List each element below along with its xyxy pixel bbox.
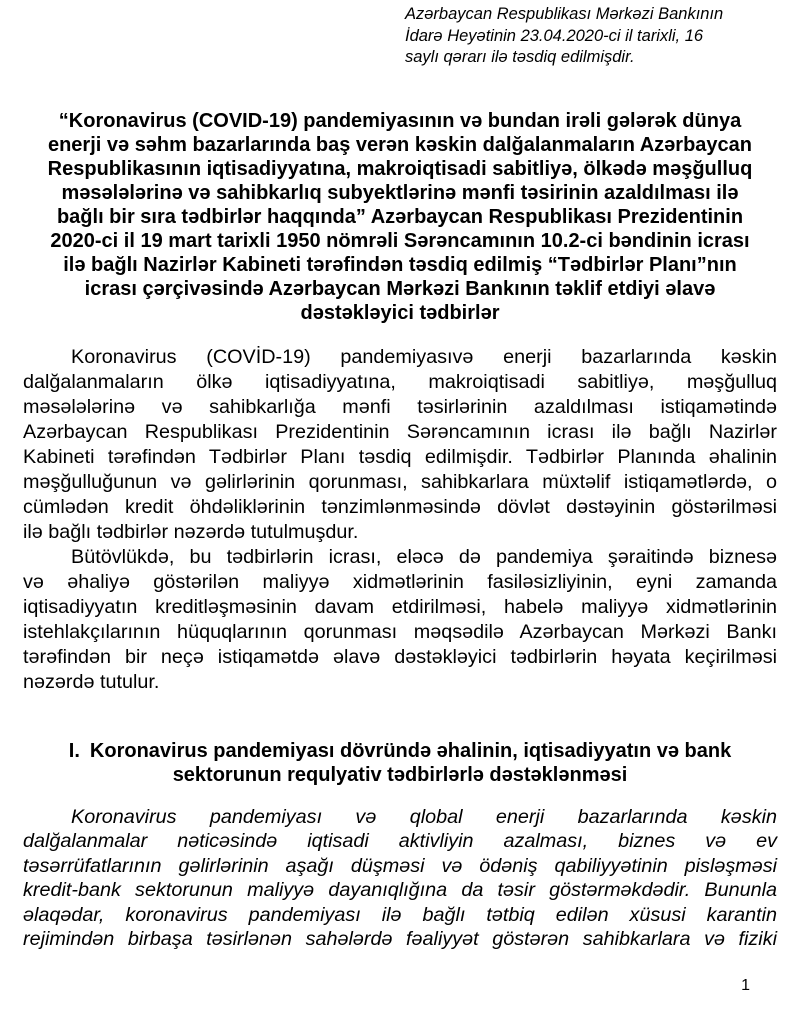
text-line: məsələlərinə və sahibkarlığa mənfi təsirlərinin azaldılması istiqamətində [23, 395, 777, 418]
text-line: nəzərdə tutulur. [23, 670, 160, 693]
text-line: iqtisadiyyatın kreditləşməsinin davam etdirilməsi, habelə maliyyə xidmətlərinin [23, 595, 777, 618]
text-line: Kabineti tərəfindən Tədbirlər Planı təsdiq edilmişdir. Tədbirlər Planında əhalinin [23, 445, 777, 468]
text-line: və əhaliyə göstərilən maliyyə xidmətlərinin fasiləsizliyinin, eyni zamanda [23, 570, 777, 593]
section-1-heading-text: Koronavirus pandemiyası dövründə əhalinin, iqtisadiyyatın və bank sektorunun requlyativ tədbirlərlə dəstəklənməsi [89, 739, 732, 786]
body-paragraph-2 [23, 545, 777, 695]
text-line: ilə bağlı Nazirlər Kabineti tərəfindən təsdiq edilmiş “Tədbirlər Planı”nın [63, 253, 737, 276]
section-1-heading [23, 739, 777, 787]
text-line: tərəfindən bir neçə istiqamətdə əlavə dəstəkləyici tədbirlərin həyata keçirilməsi [23, 645, 777, 668]
text-line: “Koronavirus (COVID-19) pandemiyasının və bundan irəli gələrək dünya [58, 109, 742, 132]
text-line: məşğulluğunun və gəlirlərinin qorunması, sahibkarlara müxtəlif istiqamətlərdə, o [23, 470, 777, 493]
text-line: rejimindən birbaşa təsirlənən sahələrdə fəaliyyət göstərən sahibkarlara və fiziki [23, 928, 777, 950]
text-line: enerji və səhm bazarlarında baş verən kəskin dalğalanmaların Azərbaycan [47, 133, 753, 156]
text-line: təsərrüfatlarının gəlirlərinin aşağı düşməsi və ödəniş qabiliyyətinin pisləşməsi [23, 854, 777, 877]
section-1-lead-paragraph [23, 805, 777, 952]
text-line: Azərbaycan Respublikası Prezidentinin Sərəncamının icrası ilə bağlı Nazirlər [23, 420, 777, 443]
text-line: Koronavirus (COVİD-19) pandemiyasıvə enerji bazarlarında kəskin [71, 345, 777, 368]
text-line: dəstəkləyici tədbirlər [300, 301, 500, 324]
section-1-number: I. [68, 739, 80, 762]
text-line: cümlədən kredit öhdəliklərinin tənzimlənməsində dövlət dəstəyinin göstərilməsi [23, 495, 777, 518]
document-title [23, 109, 777, 325]
body-paragraph-1 [23, 345, 777, 545]
text-line: Koronavirus pandemiyası və qlobal enerji bazarlarında kəskin [71, 805, 777, 828]
text-line: ilə bağlı tədbirlər nəzərdə tutulmuşdur. [23, 520, 359, 543]
approval-note [405, 4, 777, 69]
text-line: dalğalanmalar nəticəsində iqtisadi aktivliyin azalması, biznes və ev [23, 830, 777, 852]
text-line: bağlı bir sıra tədbirlər haqqında” Azərbaycan Respublikası Prezidentinin [56, 205, 744, 228]
text-line: icrası çərçivəsində Azərbaycan Mərkəzi Bankının təklif etdiyi əlavə [84, 277, 716, 300]
text-line: dalğalanmaların ölkə iqtisadiyyatına, makroiqtisadi sabitliyə, məşğulluq [23, 370, 777, 393]
text-line: 2020-ci il 19 mart tarixli 1950 nömrəli Sərəncamının 10.2-ci bəndinin icrası [50, 229, 750, 252]
text-line: Azərbaycan Respublikası Mərkəzi Bankının [405, 5, 724, 23]
text-line: Bütövlükdə, bu tədbirlərin icrası, eləcə də pandemiya şəraitində biznesə [71, 545, 777, 568]
text-line: Respublikasının iqtisadiyyatına, makroiqtisadi sabitliyə, ölkədə məşğulluq [47, 157, 753, 180]
text-line: əlaqədar, koronavirus pandemiyası ilə bağlı tətbiq edilən xüsusi karantin [23, 903, 777, 926]
page-number: 1 [741, 976, 750, 994]
text-line: saylı qərarı ilə təsdiq edilmişdir. [405, 48, 635, 66]
text-line: kredit-bank sektorunun maliyyə dayanıqlığına da təsir göstərməkdədir. Bununla [23, 879, 777, 901]
text-line: məsələlərinə və sahibkarlıq subyektlərinə mənfi təsirinin azaldılması ilə [61, 181, 739, 204]
text-line: istehlakçılarının hüquqlarının qorunması məqsədilə Azərbaycan Mərkəzi Bankı [23, 620, 777, 643]
text-line: İdarə Heyətinin 23.04.2020-ci il tarixli, 16 [405, 26, 704, 45]
